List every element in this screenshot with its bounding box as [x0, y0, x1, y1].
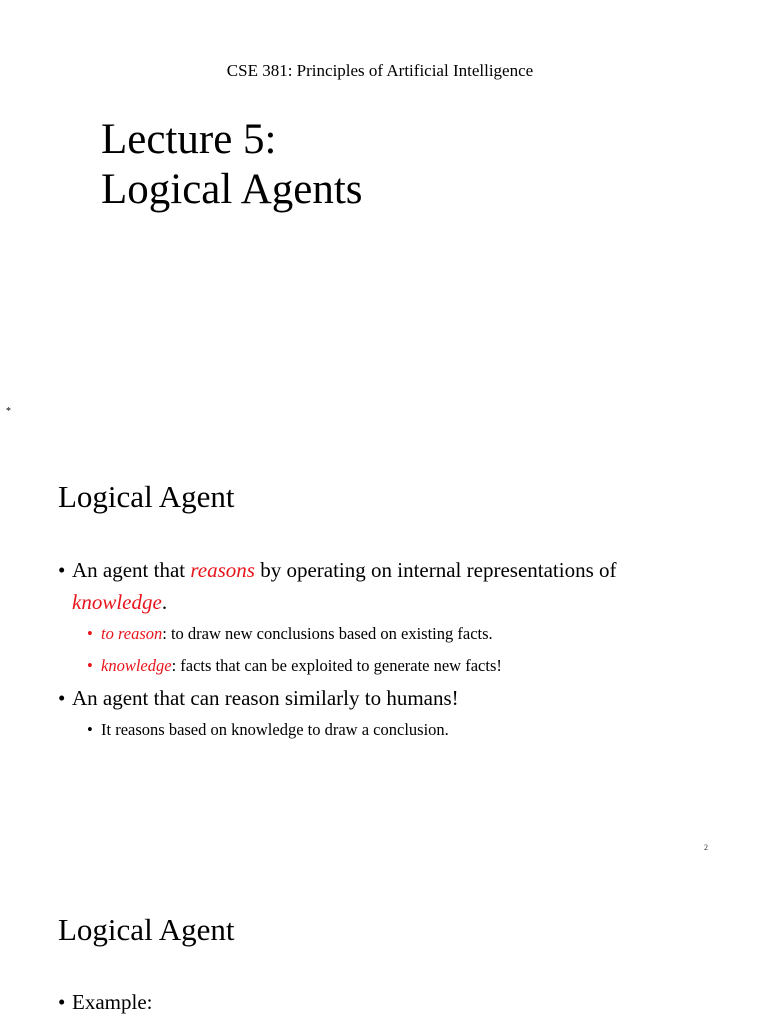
bullet-text: An agent that: [72, 558, 191, 582]
course-title: CSE 381: Principles of Artificial Intelligence: [226, 61, 534, 80]
sub-bullet-item: [0, 650, 721, 682]
bullet-dot: •: [58, 558, 66, 582]
lecture-title-line-2: Logical Agents: [101, 166, 363, 213]
bullet-list: [0, 554, 721, 746]
bullet-dot: •: [87, 720, 93, 739]
sub-bullet-item: [0, 714, 721, 746]
logical-agent-slide: [0, 434, 768, 868]
bullet-text: Example:: [72, 990, 153, 1014]
lecture-title: [101, 115, 363, 215]
sub-bullet-text: : facts that can be exploited to generate new facts!: [171, 656, 502, 675]
footnote-mark: *: [6, 406, 11, 417]
sub-bullet-text: : to draw new conclusions based on existing facts.: [162, 624, 493, 643]
page-number: 2: [704, 843, 708, 852]
sub-bullet-item: [0, 618, 721, 650]
emphasis-reasons: reasons: [190, 558, 255, 582]
bullet-text: An agent that can reason similarly to humans!: [72, 686, 459, 710]
bullet-item: [0, 682, 712, 714]
bullet-dot: •: [58, 990, 66, 1014]
bullet-dot: •: [87, 624, 93, 643]
bullet-item: [0, 986, 712, 1018]
lecture-title-line-1: Lecture 5:: [101, 116, 277, 163]
sub-bullet-text: It reasons based on knowledge to draw a conclusion.: [101, 720, 449, 739]
slide-heading: Logical Agent: [58, 479, 235, 514]
bullet-item: [0, 554, 712, 618]
term-knowledge: knowledge: [101, 656, 172, 675]
term-to-reason: to reason: [101, 624, 163, 643]
logical-agent-example-slide: [0, 868, 768, 1024]
slide-heading: Logical Agent: [58, 912, 235, 947]
bullet-text: by operating on internal representations of: [254, 558, 617, 582]
emphasis-knowledge: knowledge: [72, 590, 162, 614]
title-slide: [0, 0, 768, 434]
bullet-dot: •: [87, 656, 93, 675]
bullet-list: [0, 986, 712, 1018]
bullet-dot: •: [58, 686, 66, 710]
bullet-text: .: [161, 590, 168, 614]
